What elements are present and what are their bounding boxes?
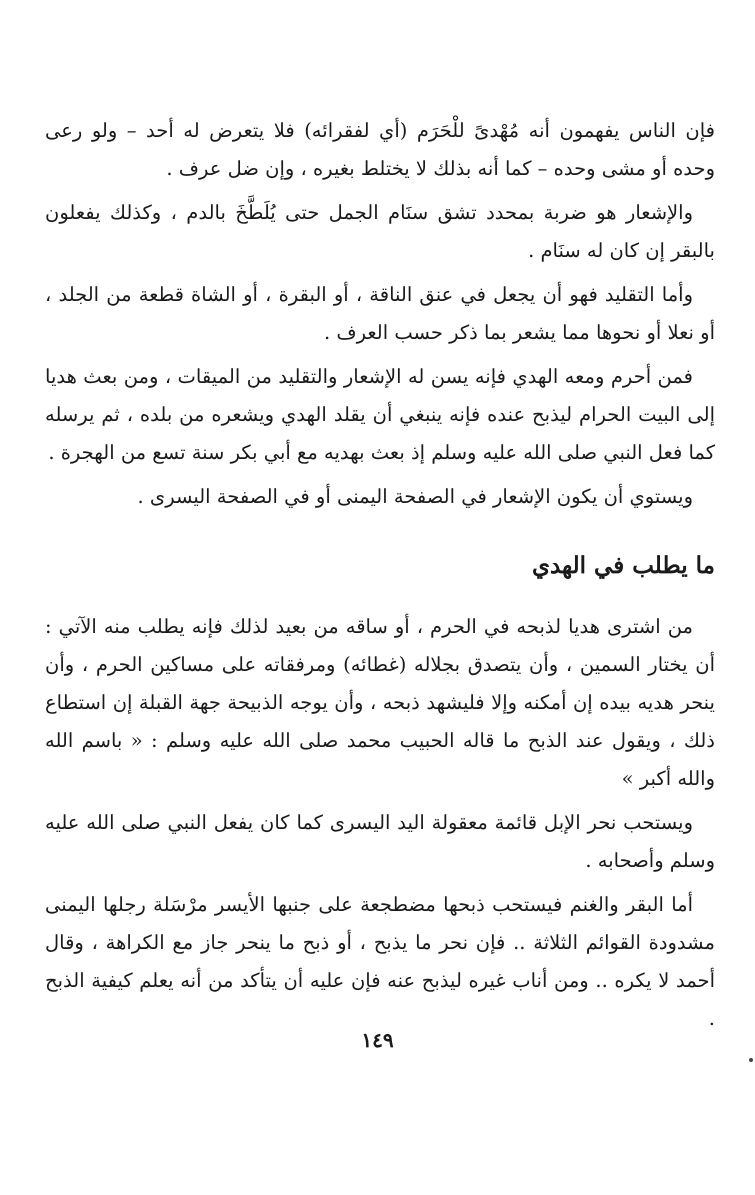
paragraph-ishar-side: ويستوي أن يكون الإشعار في الصفحة اليمنى أو في الصفحة اليسرى . bbox=[137, 485, 693, 508]
page-body bbox=[45, 112, 715, 1044]
paragraph-cattle-sheep-slaughter: أما البقر والغنم فيستحب ذبحها مضطجعة على جنبها الأيسر مرْسَلة رجلها اليمنى مشدودة القوائم الثلاثة .. فإن نحر ما يذبح ، أو ذبح ما ينحر جاز مع الكراهة ، وقال أحمد لا يكره .. ومن أناب غيره ليذبح عنه فإن عليه أن يتأكد من أنه يعلم كيفية الذبح . bbox=[45, 893, 715, 1030]
paragraph-taqlid-definition: وأما التقليد فهو أن يجعل في عنق الناقة ، أو البقرة ، أو الشاة قطعة من الجلد ، أو نعلا أو نحوها مما يشعر بما ذكر حسب العرف . bbox=[45, 283, 715, 344]
paragraph-camel-slaughter: ويستحب نحر الإبل قائمة معقولة اليد اليسرى كما كان يفعل النبي صلى الله عليه وسلم وأصحابه . bbox=[45, 811, 715, 872]
paragraph-ihram-with-hadi: فمن أحرم ومعه الهدي فإنه يسن له الإشعار والتقليد من الميقات ، ومن بعث هديا إلى البيت الحرام ليذبح عنده فإنه ينبغي أن يقلد الهدي ويشعره من بلده ، ثم يرسله كما فعل النبي صلى الله عليه وسلم إذ بعث بهديه مع أبي بكر سنة تسع من الهجرة . bbox=[45, 365, 715, 464]
paragraph-hadi-purpose: فإن الناس يفهمون أنه مُهْدىً للْحَرَم (أي لفقرائه) فلا يتعرض له أحد – ولو رعى وحده أو مشى وحده – كما أنه بذلك لا يختلط بغيره ، وإن ضل عرف . bbox=[45, 119, 715, 180]
section-intro bbox=[45, 112, 715, 516]
section-requirements bbox=[45, 608, 715, 1038]
paragraph-ishar-definition: والإشعار هو ضربة بمحدد تشق سنَام الجمل حتى يُلَطَّخَ بالدم ، وكذلك يفعلون بالبقر إن كان له سنَام . bbox=[45, 201, 715, 262]
page-number: ١٤٩ bbox=[361, 1028, 394, 1052]
section-heading: ما يطلب في الهدي bbox=[531, 552, 715, 579]
scan-speck bbox=[749, 1058, 753, 1062]
paragraph-buying-hadi: من اشترى هديا لذبحه في الحرم ، أو ساقه من بعيد لذلك فإنه يطلب منه الآتي : أن يختار السمين ، وأن يتصدق بجلاله (غطائه) ومرفقاته على مساكين الحرم ، وأن ينحر هديه بيده إن أمكنه وإلا فليشهد ذبحه ، وأن يوجه الذبيحة جهة القبلة إن استطاع ذلك ، ويقول عند الذبح ما قاله الحبيب محمد صلى الله عليه وسلم : « باسم الله والله أكبر » bbox=[45, 615, 715, 790]
